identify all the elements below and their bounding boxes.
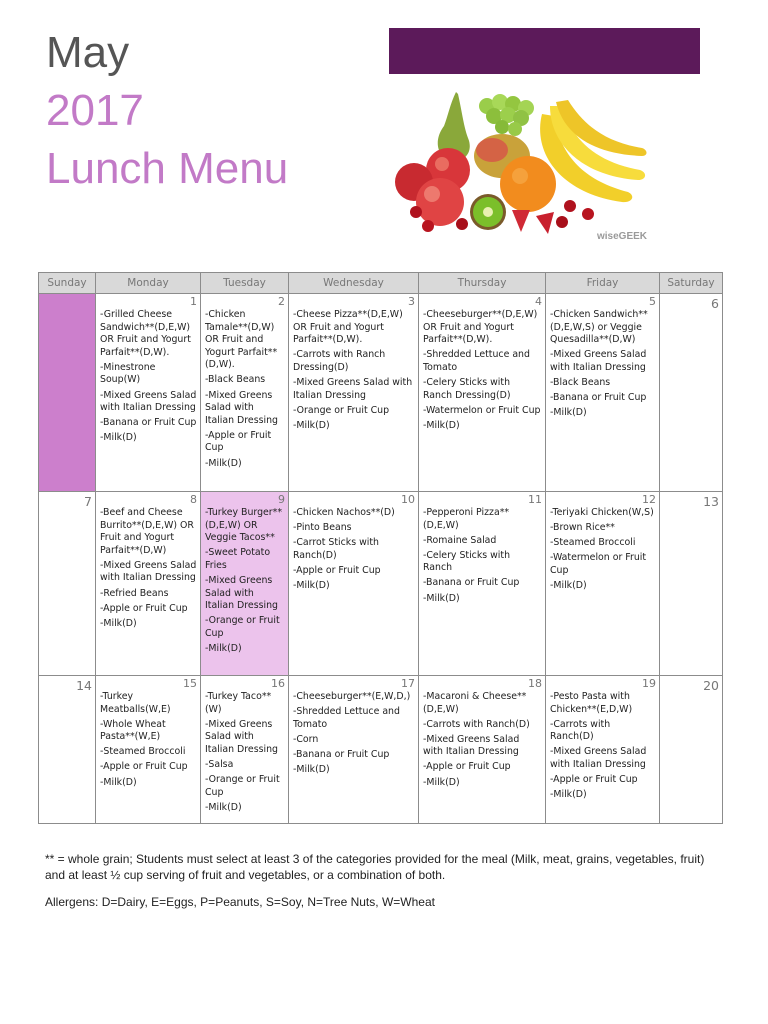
weekday-header: Tuesday [201, 273, 289, 294]
weekday-header: Wednesday [289, 273, 419, 294]
title-year: 2017 [46, 86, 144, 135]
day-number: 1 [190, 295, 197, 308]
allergens-legend: Allergens: D=Dairy, E=Eggs, P=Peanuts, S=Soy, N=Tree Nuts, W=Wheat [45, 895, 435, 909]
menu-item: -Steamed Broccoli [100, 746, 186, 758]
menu-item: -Orange or Fruit Cup [205, 774, 280, 798]
day-number: 15 [183, 677, 197, 690]
menu-item: -Refried Beans [100, 587, 169, 599]
menu-item: -Milk(D) [100, 617, 137, 629]
menu-item: -Watermelon or Fruit Cup [423, 404, 541, 416]
menu-item: -Beef and Cheese Burrito**(D,E,W) OR Fruit and Yogurt Parfait**(D,W) [100, 507, 194, 556]
menu-item: -Cheeseburger**(D,E,W) OR Fruit and Yogurt Parfait**(D,W). [423, 309, 538, 346]
day-cell [419, 294, 546, 492]
day-cell [39, 294, 96, 492]
menu-item: -Mixed Greens Salad with Italian Dressing [293, 376, 413, 401]
menu-item: -Brown Rice** [550, 522, 615, 534]
menu-item: -Apple or Fruit Cup [423, 761, 511, 773]
menu-item: -Milk(D) [550, 579, 587, 591]
menu-item: -Grilled Cheese Sandwich**(D,E,W) OR Fruit and Yogurt Parfait**(D,W). [100, 309, 191, 358]
menu-item: -Turkey Meatballs(W,E) [100, 691, 171, 715]
weekday-header: Sunday [39, 273, 96, 294]
week-row [39, 492, 723, 676]
menu-item: -Minestrone Soup(W) [100, 361, 156, 386]
day-cell [419, 676, 546, 824]
menu-item: -Corn [293, 733, 319, 745]
fruit-image [392, 84, 650, 246]
day-cell [201, 676, 289, 824]
menu-item: -Mixed Greens Salad with Italian Dressing [205, 389, 278, 426]
menu-item: -Shredded Lettuce and Tomato [293, 706, 400, 730]
cherry-icon [556, 216, 568, 228]
menu-item: -Milk(D) [100, 776, 137, 788]
menu-item: -Black Beans [550, 376, 611, 388]
menu-item: -Mixed Greens Salad with Italian Dressing [205, 574, 278, 612]
day-cell [660, 294, 723, 492]
menu-item: -Apple or Fruit Cup [205, 429, 272, 454]
week-row [39, 294, 723, 492]
menu-item: -Salsa [205, 758, 234, 770]
day-number: 7 [84, 494, 92, 509]
day-cell [419, 492, 546, 676]
menu-item: -Banana or Fruit Cup [550, 392, 647, 404]
day-cell [546, 294, 660, 492]
strawberry-icon [512, 210, 530, 232]
cherry-icon [410, 206, 422, 218]
day-cell [96, 294, 201, 492]
day-cell [39, 676, 96, 824]
menu-item: -Black Beans [205, 374, 266, 386]
menu-item: -Apple or Fruit Cup [550, 774, 638, 786]
menu-item: -Whole Wheat Pasta**(W,E) [100, 718, 166, 743]
menu-item: -Mixed Greens Salad with Italian Dressing [205, 718, 278, 755]
day-number: 4 [535, 295, 542, 308]
menu-item: -Milk(D) [423, 776, 460, 788]
menu-item: -Steamed Broccoli [550, 537, 636, 549]
cherry-icon [582, 208, 594, 220]
day-number: 8 [190, 493, 197, 506]
menu-item: -Milk(D) [550, 789, 587, 801]
menu-item: -Milk(D) [205, 801, 242, 813]
day-number: 17 [401, 677, 415, 690]
menu-item: -Mixed Greens Salad with Italian Dressing [550, 349, 647, 373]
menu-item: -Watermelon or Fruit Cup [550, 552, 647, 576]
weekday-header: Thursday [419, 273, 546, 294]
menu-item: -Banana or Fruit Cup [100, 417, 197, 429]
menu-item: -Milk(D) [293, 419, 330, 431]
menu-item: -Milk(D) [205, 642, 242, 654]
menu-item: -Pesto Pasta with Chicken**(E,D,W) [550, 691, 633, 715]
menu-item: -Celery Sticks with Ranch [423, 549, 511, 574]
menu-item: -Romaine Salad [423, 534, 497, 546]
day-cell [96, 676, 201, 824]
menu-item: -Celery Sticks with Ranch Dressing(D) [423, 376, 511, 401]
orange-icon [500, 156, 556, 212]
day-number: 10 [401, 493, 415, 506]
weekday-header: Friday [546, 273, 660, 294]
day-cell [201, 294, 289, 492]
menu-item: -Turkey Taco**(W) [205, 691, 272, 715]
banana-icon [540, 100, 646, 202]
menu-item: -Milk(D) [423, 592, 460, 604]
day-number: 18 [528, 677, 542, 690]
grapes-icon [479, 94, 534, 136]
menu-item: -Sweet Potato Fries [205, 547, 271, 571]
day-number: 14 [76, 678, 92, 693]
title-month: May [46, 28, 130, 77]
menu-item: -Orange or Fruit Cup [293, 404, 390, 416]
menu-item: -Milk(D) [423, 419, 460, 431]
day-cell [289, 492, 419, 676]
menu-item: -Milk(D) [550, 407, 587, 419]
day-number: 9 [278, 493, 285, 506]
menu-item: -Pepperoni Pizza**(D,E,W) [423, 507, 510, 531]
day-number: 12 [642, 493, 656, 506]
strawberry-icon [536, 212, 554, 234]
menu-item: -Teriyaki Chicken(W,S) [550, 507, 654, 518]
day-number: 19 [642, 677, 656, 690]
image-watermark: wiseGEEK [597, 231, 648, 242]
menu-item: -Chicken Sandwich**(D,E,W,S) or Veggie Quesadilla**(D,W) [550, 309, 648, 346]
week-row [39, 676, 723, 824]
menu-item: -Mixed Greens Salad with Italian Dressing [100, 559, 197, 584]
day-number: 13 [703, 494, 719, 509]
menu-item: -Cheeseburger**(E,W,D,) [293, 691, 411, 702]
day-number: 5 [649, 295, 656, 308]
day-cell [660, 676, 723, 824]
menu-item: -Milk(D) [293, 763, 330, 775]
menu-item: -Chicken Tamale**(D,W) OR Fruit and Yogurt Parfait**(D,W). [205, 309, 278, 371]
day-number: 16 [271, 677, 285, 690]
weekday-header: Monday [96, 273, 201, 294]
menu-item: -Macaroni & Cheese**(D,E,W) [423, 691, 527, 715]
day-number: 2 [278, 295, 285, 308]
menu-item: -Banana or Fruit Cup [293, 748, 390, 760]
menu-item: -Carrot Sticks with Ranch(D) [293, 537, 379, 561]
menu-item: -Apple or Fruit Cup [100, 602, 188, 614]
menu-item: -Milk(D) [293, 579, 330, 591]
title-lunch-menu: Lunch Menu [46, 144, 289, 193]
cherry-icon [422, 220, 434, 232]
day-number: 6 [711, 296, 719, 311]
menu-item: -Mixed Greens Salad with Italian Dressing [550, 746, 647, 770]
menu-item: -Milk(D) [205, 457, 242, 469]
day-cell [546, 492, 660, 676]
menu-item: -Banana or Fruit Cup [423, 577, 520, 589]
menu-item: -Pinto Beans [293, 522, 352, 534]
day-number: 3 [408, 295, 415, 308]
day-number: 20 [703, 678, 719, 693]
menu-item: -Apple or Fruit Cup [100, 761, 188, 773]
day-cell [289, 294, 419, 492]
whole-grain-footnote: ** = whole grain; Students must select at least 3 of the categories provided for the meal (Milk, meat, grains, vegetables, fruit) and at least ½ cup serving of fruit and vegetables, or a combination of both. [45, 852, 705, 882]
menu-item: -Orange or Fruit Cup [205, 615, 280, 639]
menu-item: -Chicken Nachos**(D) [293, 507, 395, 518]
day-cell [546, 676, 660, 824]
menu-item: -Mixed Greens Salad with Italian Dressing [423, 733, 520, 758]
weekday-header-row [39, 273, 723, 294]
weekday-header: Saturday [660, 273, 723, 294]
cherry-icon [564, 200, 576, 212]
menu-item: -Carrots with Ranch(D) [550, 718, 611, 743]
day-cell [660, 492, 723, 676]
day-cell [201, 492, 289, 676]
menu-item: -Carrots with Ranch Dressing(D) [293, 349, 386, 373]
menu-item: -Mixed Greens Salad with Italian Dressing [100, 389, 197, 414]
menu-item: -Shredded Lettuce and Tomato [423, 349, 530, 373]
lunch-calendar [38, 272, 723, 824]
menu-item: -Cheese Pizza**(D,E,W) OR Fruit and Yogurt Parfait**(D,W). [293, 309, 403, 346]
menu-item: -Apple or Fruit Cup [293, 564, 381, 576]
cherry-icon [456, 218, 468, 230]
menu-item: -Milk(D) [100, 432, 137, 444]
menu-item: -Carrots with Ranch(D) [423, 718, 530, 730]
apple-icon [416, 178, 464, 226]
day-cell [39, 492, 96, 676]
day-cell [289, 676, 419, 824]
menu-title [46, 24, 288, 198]
menu-item: -Turkey Burger**(D,E,W) OR Veggie Tacos** [205, 507, 283, 544]
header-accent-bar [389, 28, 700, 74]
day-number: 11 [528, 493, 542, 506]
day-cell [96, 492, 201, 676]
